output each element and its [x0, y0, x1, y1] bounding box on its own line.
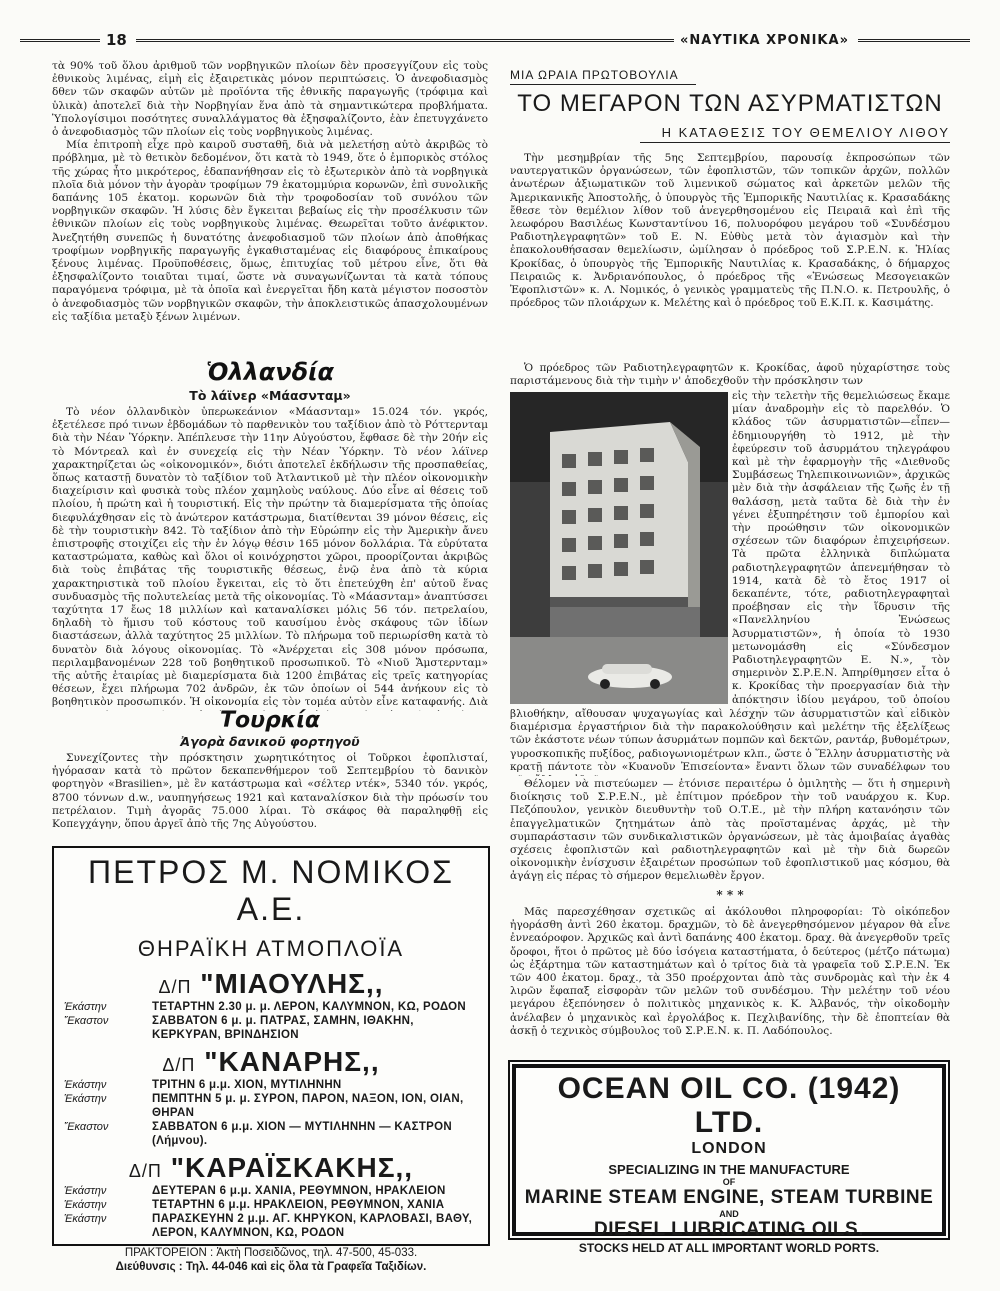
ocean-oil-name: OCEAN OIL CO. (1942) LTD.	[557, 1072, 901, 1139]
ship-prefix: Δ/Π	[162, 1055, 196, 1075]
nomikos-advertisement	[52, 846, 490, 1273]
header-rule-left	[20, 39, 100, 42]
ocean-oil-and: AND	[719, 1209, 739, 1219]
schedule-label: Ἕκαστον	[64, 1015, 109, 1027]
ship-karaiskakis	[64, 1152, 478, 1240]
ocean-oil-of: OF	[722, 1177, 736, 1187]
schedule-text: ΤΡΙΤΗΝ 6 μ.μ. ΧΙΟΝ, ΜΥΤΙΛΗΝΗΝ	[152, 1079, 342, 1091]
article-paragraph-3	[510, 778, 950, 886]
schedule-label: Ἑκάστην	[64, 1213, 107, 1225]
schedule-row	[64, 1078, 478, 1092]
schedule-row	[64, 1000, 478, 1014]
page-number: 18	[106, 31, 127, 49]
nomikos-agency: ΠΡΑΚΤΟΡΕΙΟΝ : Ἀκτὴ Ποσειδῶνος, τηλ. 47-500, 45-033.	[124, 1247, 418, 1259]
journal-title: «ΝΑΥΤΙΚΑ ΧΡΟΝΙΚΑ»	[680, 33, 849, 48]
turkey-subtitle: Ἀγορὰ δανικοῦ φορτηγοῦ	[180, 734, 360, 749]
ocean-oil-city: LONDON	[691, 1140, 767, 1157]
building-drawing	[510, 392, 728, 704]
turkey-article	[52, 752, 488, 842]
paragraph-text: Τὴν μεσημβρίαν τῆς 5ης Σεπτεμβρίου, παρουσίᾳ ἐκπροσώπων τῶν ναυτεργατικῶν ὀργανώσεων, τῶν ἐφοπλιστῶν, τῶν τοπικῶν ἀρχῶν, πολλῶν ἀνωτέρων ἀξιωματικῶν τοῦ λιμενικοῦ σώματος καὶ ἀρκετῶν μελῶν τῆς Ἀμερικανικῆς Ἀποστολῆς, ὁ ὑπουργὸς τῆς Ἐμπορικῆς Ναυτιλίας κ. Κρασαδάκης ἔθεσε τὸν θεμέλιον λίθον τοῦ ἀνεγερθησομένου εἰς Πειραιᾶ καὶ ἐπὶ τῆς λεωφόρου Βασιλέως Κωνσταντίνου 16, πολυορόφου μεγάρου τοῦ «Συνδέσμου Ραδιοτηλεγραφητῶν» τοῦ Ε. Ν. Εὐθὺς μετὰ τὸν ἁγιασμὸν καὶ τὴν ἐπακολουθήσασαν θεμελίωσιν, ὡμίλησαν ὁ πρόεδρος τοῦ Σ.Ρ.Ε.Ν. κ. Ἠλίας Κροκίδας, ὁ ὑπουργὸς τῆς Ἐμπορικῆς Ναυτιλίας κ. Κρασαδάκης, ὁ δήμαρχος Πειραιῶς κ. Ἀνδριανόπουλος, ὁ πρόεδρος τῆς «Ἑνώσεως Μεσογειακῶν Ἐφοπλιστῶν» κ. Λ. Νομικός, ὁ γενικὸς γραμματεὺς τῆς Π.Ν.Ο. κ. Πετρουλῆς, ὁ πρόεδρος τῶν πλοιάρχων κ. Μελέτης καὶ ὁ πρόεδρος τοῦ Ε.Κ.Π. κ. Κασιμάτης.	[510, 152, 950, 310]
schedule-row	[64, 1092, 478, 1120]
ship-prefix: Δ/Π	[128, 1161, 162, 1181]
norway-paragraph-1: τὰ 90% τοῦ ὅλου ἀριθμοῦ τῶν νορβηγικῶν πλοίων δὲν προσεγγίζουν εἰς τοὺς ἐθνικοὺς λιμένας, εἰμὴ εἰς ἐξαιρετικὰς μόνον περιπτώσεις. Ὁ ἀνεφοδιασμὸς δθεν τῶν σκαφῶν αὐτῶν μὲ προϊόντα τῆς ἐθνικῆς παραγωγῆς (τρόφιμα καὶ ὑλικὰ) ἀποτελεῖ διὰ τὴν Νορβηγίαν ἕνα ἀπὸ τὰ σημαντικώτερα προβλήματα. Ὑπολογίσιμοι ποσότητες συναλλάγματος θὰ ἐξησφαλίζοντο, ἐὰν ἐπετυγχάνετο ὁ ἀνεφοδιασμὸς τῶν πλοίων εἰς τοὺς νορβηγικοὺς λιμένας.	[52, 60, 488, 139]
ocean-oil-product-1: MARINE STEAM ENGINE, STEAM TURBINE	[524, 1187, 934, 1208]
nomikos-address: Διεύθυνσις : Τηλ. 44-046 καὶ εἰς ὅλα τὰ Γραφεῖα Ταξιδίων.	[115, 1261, 427, 1273]
turkey-title: Τουρκία	[219, 708, 321, 733]
nomikos-company-name: ΠΕΤΡΟΣ Μ. ΝΟΜΙΚΟΣ Α.Ε.	[88, 854, 454, 927]
article-paragraph-1	[510, 152, 950, 362]
schedule-label: Ἑκάστην	[64, 1001, 107, 1013]
schedule-text: ΣΑΒΒΑΤΟΝ 6 μ. μ. ΠΑΤΡΑΣ, ΣΑΜΗΝ, ΙΘΑΚΗΝ, ΚΕΡΚΥΡΑΝ, ΒΡΙΝΔΗΣΙΟΝ	[152, 1015, 414, 1041]
schedule-text: ΠΑΡΑΣΚΕΥΗΝ 2 μ.μ. ΑΓ. ΚΗΡΥΚΟΝ, ΚΑΡΛΟΒΑΣΙ, ΒΑΘΥ, ΛΕΡΟΝ, ΚΑΛΥΜΝΟΝ, ΚΩ, ΡΟΔΟΝ	[152, 1213, 473, 1239]
ship-name: "ΚΑΝΑΡΗΣ,,	[204, 1046, 380, 1077]
article-topic: ΜΙΑ ΩΡΑΙΑ ΠΡΩΤΟΒΟΥΛΙΑ	[510, 68, 679, 82]
ocean-oil-specialization: SPECIALIZING IN THE MANUFACTURE	[608, 1162, 850, 1177]
holland-title: Ὁλλανδία	[206, 358, 334, 386]
schedule-row	[64, 1120, 478, 1148]
header-rule-mid	[136, 39, 674, 42]
subhead-rule	[640, 142, 950, 143]
schedule-row	[64, 1184, 478, 1198]
schedule-label: Ἑκάστην	[64, 1093, 107, 1105]
schedule-text: ΔΕΥΤΕΡΑΝ 6 μ.μ. ΧΑΝΙΑ, ΡΕΘΥΜΝΟΝ, ΗΡΑΚΛΕΙΟΝ	[152, 1185, 446, 1197]
schedule-row	[64, 1014, 478, 1042]
ocean-oil-advertisement	[508, 1060, 950, 1255]
schedule-text: ΠΕΜΠΤΗΝ 5 μ. μ. ΣΥΡΟΝ, ΠΑΡΟΝ, ΝΑΞΟΝ, ΙΟΝ, ΟΙΑΝ, ΘΗΡΑΝ	[152, 1093, 464, 1119]
schedule-text: ΤΕΤΑΡΤΗΝ 2.30 μ. μ. ΛΕΡΟΝ, ΚΑΛΥΜΝΟΝ, ΚΩ, ΡΟΔΟΝ	[152, 1001, 466, 1013]
article-paragraph-2-full	[510, 362, 950, 390]
article-paragraph-4	[510, 906, 950, 1052]
ship-name: "ΜΙΑΟΥΛΗΣ,,	[200, 968, 384, 999]
ship-kanaris	[64, 1046, 478, 1148]
nomikos-line-name: ΘΗΡΑΪΚΗ ΑΤΜΟΠΛΟΪΑ	[137, 936, 405, 961]
topic-rule	[510, 84, 696, 85]
holland-article	[52, 406, 488, 711]
article-paragraph-2-cont	[510, 708, 950, 776]
paragraph-text: Μᾶς παρεσχέθησαν σχετικῶς αἱ ἀκόλουθοι πληροφορίαι: Τὸ οἰκόπεδον ἠγοράσθη ἀντὶ 260 ἑκατομ. δραχμῶν, τὸ δὲ ἀνεγερθησόμενον μέγαρον θὰ εἶνε ἐννεαόροφον. Ἀρχικῶς καὶ ἀντὶ δαπάνης 400 ἑκατομ. δραχ. θὰ ἀνεγερθοῦν τρεῖς ὄροφοι, ἤτοι ὁ πρῶτος μὲ δύο ἰσόγεια καταστήματα, ὁ δεύτερος (μέτζο πάτωμα) ὡς ἐξάρτημα τῶν καταστημάτων καὶ ὁ τρίτος διὰ τὰ γραφεῖα τοῦ Σ.Ρ.Ε.Ν. Ἐκ τῶν 400 ἑκατομ. δραχ., τὰ 350 προέρχονται ἀπὸ τὰς συνδρομὰς καὶ τὴν ἐκ 4 λιρῶν ἔφαπαξ εἰσφορὰν τῶν μελῶν τοῦ συνδέσμου. Τὴν μελέτην τοῦ νέου μεγάρου ἐξεπόνησεν ὁ πολιτικὸς μηχανικὸς κ. Κ. Ἀλβανός, τὴν οἰκοδομὴν ἀνέλαβεν ὁ μηχανικὸς καὶ ἐργολάβος κ. Πεχλιβανίδης, τὴν δὲ ἐποπτείαν θὰ ἀσκῇ ὁ τεχνικὸς σύμβουλος τοῦ Σ.Ρ.Ε.Ν. κ. Π. Λαδόπουλος.	[510, 906, 950, 1037]
ship-miaoulis	[64, 968, 478, 1042]
norway-paragraph-2: Μία ἐπιτροπὴ εἶχε πρὸ καιροῦ συσταθῆ, διὰ νὰ μελετήσῃ αὐτὸ ἀκριβῶς τὸ πρόβλημα, μὲ τὸ θετικὸν δεδομένον, ὅτι κατὰ τὸ 1949, ὅτε ὁ ἐμπορικὸς στόλος τῆς χώρας ἦτο μικρότερος, ἐδαπανήθησαν εἰς τὸ ἐξωτερικὸν ἀπὸ τὰ νορβηγικὰ πλοῖα διὰ μόνον τὴν ἀγορὰν τροφίμων 79 ἑκατομμύρια κορωνῶν, ἐπὶ συνολικῆς δαπάνης 105 ἑκατομ. κορωνῶν διὰ τὴν τροφοδοσίαν τοῦ συνόλου τῶν νορβηγικῶν σκαφῶν. Ἡ λύσις δὲν ἔγκειται βεβαίως εἰς τὴν προσέλκυσιν τῶν ἐθνικῶν πλοίων εἰς τοὺς νορβηγικοὺς λιμένας. Θεωρεῖται τοῦτο ἀνέφικτον. Ἀνεζητήθη συνεπῶς ἡ δυνατότης ἀνεφοδιασμοῦ τῶν πλοίων ἀπὸ ἀποθήκας τροφίμων νορβηγικῆς παραγωγῆς ἐγκαθισταμένας εἰς διαφόρους ἐπικαίρους ξένους λιμένας. Προϋποθέσεις, ὅμως, ἐπιτυχίας τοῦ μέτρου εἶνε, ὅτι θὰ ἐξησφαλίζοντο τοιαῦται τιμαί, ὥστε νὰ συναγωνίζωνται τὰ κατὰ τόπους παραγόμενα τρόφιμα, μὲ τὰ ὁποῖα καὶ ἐνεργεῖται ἤδη κατὰ μέγιστον ποσοστὸν ὁ ἀνεφοδιασμὸς τῶν νορβηγικῶν σκαφῶν, τὴν ἀποκλειστικῶς ἀπασχολουμένων εἰς ταξίδια μεταξὺ ξένων λιμένων.	[52, 139, 488, 323]
ship-name: "ΚΑΡΑΪΣΚΑΚΗΣ,,	[170, 1152, 414, 1183]
schedule-row	[64, 1198, 478, 1212]
schedule-row	[64, 1212, 478, 1240]
schedule-text: ΤΕΤΑΡΤΗΝ 6 μ.μ. ΗΡΑΚΛΕΙΟΝ, ΡΕΘΥΜΝΟΝ, ΧΑΝΙΑ	[152, 1199, 445, 1211]
paragraph-text: Θέλομεν νὰ πιστεύωμεν — ἐτόνισε περαιτέρω ὁ ὁμιλητὴς — ὅτι ἡ σημερινὴ διοίκησις τοῦ Σ.Ρ.Ε.Ν., μὲ ἐπίτιμον πρόεδρον τὴν τοῦ ναυάρχου κ. Κυρ. Πεζόπουλον, γενικὸν διευθυντὴν τοῦ Ο.Τ.Ε., μὲ τὴν πλήρη κατανόησιν τῶν ἐπαγγελματικῶν ζητημάτων ἀπὸ τὰς προϊσταμένας ἀρχάς, μὲ τὴν συμπαράστασιν τῶν συνδικαλιστικῶν ὀργανώσεων, μὲ τὰς ἀμοιβαίας ἀγαθὰς σχέσεις ἐφοπλιστῶν καὶ ραδιοτηλεγραφητῶν καὶ μὲ τὴν διὰ δωρεῶν οἰκονομικὴν ἐνίσχυσιν ἐξαιρέτων προσώπων τοῦ ἐφοπλιστικοῦ μας κόσμου, θὰ ἀγάγῃ εἰς πέρας τὸ σήμερον θεμελιωθὲν ἔργον.	[510, 778, 950, 883]
holland-text: Τὸ νέον ὁλλανδικὸν ὑπερωκεάνιον «Μάασνταμ» 15.024 τόν. γκρός, ἐξετέλεσε πρό τινων ἑβδομάδων τὸ παρθενικὸν του ταξίδιον ἀπὸ τὸ Ρόττερνταμ διὰ τὴν Νέαν Ὑόρκην. Ἀπέπλευσε τὴν 11ην Αὐγούστου, ἔφθασε δὲ τὴν 20ήν εἰς τὸ Μόντρεαλ καὶ ἐν συνεχείᾳ εἰς τὴν Νέαν Ὑόρκην. Τὸ νέον λάϊνερ χαρακτηρίζεται ὡς «οἰκονομικόν», διότι ἀποτελεῖ ἐκδήλωσιν τῆς προσπαθείας, ὅπως καταστῇ δυνατὸν τὸ ταξίδιον τοῦ Ἀτλαντικοῦ μὲ τὴν πλέον οἰκονομικὴν διαχείρισιν καὶ φυσικὰ τοὺς πλέον χαμηλοὺς ναύλους. Δύο εἶνε αἱ θέσεις τοῦ πλοίου, ἡ πρώτη καὶ ἡ τουριστική. Εἰς τὴν πρώτην τὰ διαμερίσματα τῆς ὁποίας διεφυλάχθησαν εἰς τὸ ἀνώτερον κατάστρωμα, διατίθενται 39 μόνον θέσεις, εἰς δὲ τὴν τουριστικὴν 842. Τὸ ταξίδιον ἀπὸ τὴν Εὐρώπην εἰς τὴν Ἀμερικὴν ἄνευ ἐπιστροφῆς στοιχίζει εἰς τὴν ἐν λόγῳ θέσιν 165 μόνον δολλάρια. Τὰ εὐρύτατα καταστρώματα, καθὼς καὶ ὅλοι οἱ κοινόχρηστοι χῶροι, προορίζονται ἀκριβῶς διὰ τοὺς ἐπιβάτας τῆς τουριστικῆς θέσεως, ἐνῷ ἐνα ἀπὸ τὰ κύρια χαρακτηριστικὰ τοῦ πλοίου ἔγκειται, εἰς τὸ ὅτι ἐπετεύχθη ἐπ' αὐτοῦ ἕνας συνδυασμὸς τῆς πολυτελείας μετὰ τῆς οἰκονομίας. Τὸ «Μάασνταμ» ἀναπτύσσει ταχύτητα 17 ἔως 18 μιλλίων καὶ καταναλίσκει μόλις 56 τόν. πετρελαίου, δηλαδὴ τὸ ἥμισυ τοῦ κόστους τοῦ καυσίμου ἑνὸς σκάφους τῶν ἰδίων διαστάσεων, ἀλλὰ ταχύτητος 25 μιλλίων. Τὸ πλήρωμα τοῦ περιωρίσθη κατὰ τὸ δυνατὸν διὰ λόγους οἰκονομίας. Τὸ «Ἀνέρχεται εἰς 308 μόνον πρόσωπα, περιλαμβανομένων 228 τοῦ βοηθητικοῦ προσωπικοῦ. Τὸ «Νιοῦ Ἄμστερνταμ» τῆς αὐτῆς ἑταιρίας μὲ διαμερίσματα διὰ 1200 ἐπιβάτας εἰς τρεῖς κατηγορίας θέσεων, ἔχει πλήρωμα 702 ἀνδρῶν, ἐκ τῶν ὁποίων οἱ 544 ἀνήκουν εἰς τὸ βοηθητικὸν προσωπικόν. Ἡ οἰκονομία εἰς τὸν τομέα αὐτὸν εἶνε καταφανής. Διὰ	[52, 406, 488, 709]
building-photo	[510, 392, 728, 704]
schedule-label: Ἕκαστον	[64, 1121, 109, 1133]
paragraph-text: εἰς τὴν τελετὴν τῆς θεμελιώσεως ἔκαμε μίαν ἀναδρομὴν εἰς τὸ παρελθόν. Ὁ κλάδος τῶν ἀσυρματιστῶν—εἶπεν—ἐδημιουργήθη τὸ 1912, μὲ τὴν ἐφεύρεσιν τοῦ ἀσυρμάτου τηλεγράφου καὶ μὲ τὴν ἐφαρμογὴν τῆς «Διεθνοῦς Συμβάσεως Τηλεπικοινωνιῶν», ἀρχικῶς μὲν διὰ τὴν ἀσφάλειαν τῆς ζωῆς ἐν τῇ θαλάσσῃ, μετὰ ταῦτα δὲ διὰ τὴν ἐν γένει ἐξυπηρέτησιν τοῦ ἐμπορίου καὶ τὴν προώθησιν τῶν οἰκονομικῶν σχέσεων τῶν διαφόρων ἐπιχειρήσεων. Τὰ πρῶτα ἑλληνικὰ διπλώματα ραδιοτηλεγραφητῶν ἀπενεμήθησαν τὸ 1914, κατὰ δὲ τὸ ἔτος 1917 οἱ δεκαπέντε, τότε, ραδιοτηλεγραφηταὶ προέβησαν εἰς τὴν ἵδρυσιν τῆς «Πανελληνίου Ἑνώσεως Ἀσυρματιστῶν», ἡ ὁποία τὸ 1930 μετωνομάσθη εἰς «Σύνδεσμον Ραδιοτηλεγραφητῶν Ε. Ν.», τὸν σημερινὸν Σ.Ρ.Ε.Ν. Ἀπηρίθμησεν εἶτα ὁ κ. Κροκίδας τὴν προεργασίαν διὰ τὴν ἀπόκτησιν ἰδίου μεγάρου, τοῦ ὁποίου	[732, 390, 950, 706]
article-headline: ΤΟ ΜΕΓΑΡΟΝ ΤΩΝ ΑΣΥΡΜΑΤΙΣΤΩΝ	[517, 90, 943, 117]
holland-subtitle: Τὸ λάϊνερ «Μάασνταμ»	[189, 388, 351, 403]
article-paragraph-2-narrow	[732, 390, 950, 708]
ocean-oil-stock: STOCKS HELD AT ALL IMPORTANT WORLD PORTS.	[578, 1241, 880, 1255]
paragraph-text: βλιοθήκην, αἴθουσαν ψυχαγωγίας καὶ λέσχην τῶν ἀσυρματιστῶν καὶ εἰδικὸν διαμέρισμα ἐργαστήριον διὰ τὴν παρακολούθησιν καὶ μελέτην τῆς ἐξελίξεως τῶν ἑκάστοτε νέων τύπων ἀσυρμάτων πομπῶν καὶ δεκτῶν, ραντάρ, βυθομέτρων, γυροσκοπικῆς πυξίδος, ραδιογωνιομέτρων κλπ., ὥστε ὁ Ἕλλην ἀσυρματιστὴς νὰ κρατῇ πάντοτε τὸν «Κυανοῦν Ἐπισείοντα» ἔναντι ὅλων τῶν συναδέλφων του	[510, 708, 950, 773]
paragraph-text: Ὁ πρόεδρος τῶν Ραδιοτηλεγραφητῶν κ. Κροκίδας, ἀφοῦ ηὐχαρίστησε τοὺς παριστάμενους διὰ τὴν τιμὴν ν' ἀποδεχθοῦν τὴν πρόσκλησιν των	[510, 362, 950, 388]
schedule-label: Ἑκάστην	[64, 1079, 107, 1091]
schedule-label: Ἑκάστην	[64, 1185, 107, 1197]
turkey-text: Συνεχίζοντες τὴν πρόσκτησιν χωρητικότητος οἱ Τοῦρκοι ἐφοπλισταί, ἠγόρασαν κατὰ τὸ πρῶτον δεκαπενθήμερον τοῦ Σεπτεμβρίου τὸ δανικὸν φορτηγὸν «Brasilien», μὲ ἓν κατάστρωμα καὶ «σέλτερ ντέκ», 5340 τόν. γκρός, 8700 τόννων d.w., ναυπηγήσεως 1921 καὶ καταναλίσκον διὰ τὴν πρόωσίν του πετρέλαιον. Τιμὴ ἀγορᾶς 75.000 λίραι. Τὸ σκάφος θὰ παραληφθῇ εἰς Κοπεγχάγην, ὅπου ἀργεῖ ἀπὸ τῆς 7ης Αὐγούστου.	[52, 752, 488, 831]
header-rule-right	[858, 39, 970, 42]
article-subhead: Η ΚΑΤΑΘΕΣΙΣ ΤΟΥ ΘΕΜΕΛΙΟΥ ΛΙΘΟΥ	[661, 125, 950, 140]
ocean-oil-product-2: DIESEL LUBRICATING OILS.	[594, 1219, 864, 1240]
schedule-label: Ἑκάστην	[64, 1199, 107, 1211]
schedule-text: ΣΑΒΒΑΤΟΝ 6 μ.μ. ΧΙΟΝ — ΜΥΤΙΛΗΝΗΝ — ΚΑΣΤΡΟΝ (Λήμνου).	[152, 1121, 452, 1147]
norway-article	[52, 60, 488, 365]
ship-prefix: Δ/Π	[158, 977, 192, 997]
section-separator: * * *	[716, 888, 744, 902]
